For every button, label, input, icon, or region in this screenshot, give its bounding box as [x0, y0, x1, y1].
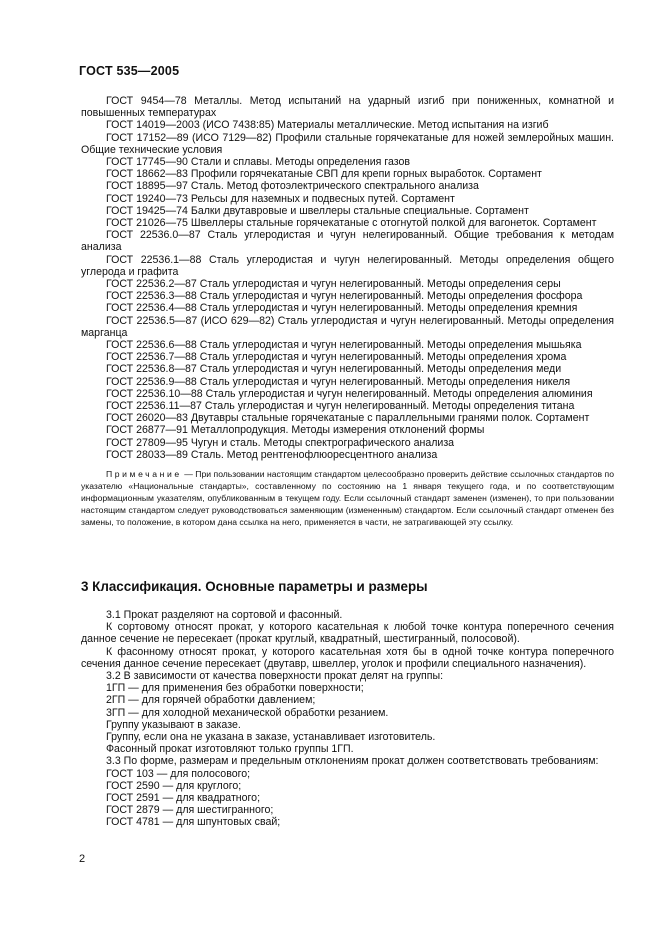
reference-item: ГОСТ 28033—89 Сталь. Метод рентгенофлюоресцентного анализа: [106, 448, 438, 461]
section-paragraph: ГОСТ 2591 — для квадратного;: [106, 792, 261, 805]
section-paragraph: 3.1 Прокат разделяют на сортовой и фасонный.: [106, 609, 343, 621]
reference-item: ГОСТ 19425—74 Балки двутавровые и швеллеры стальные специальные. Сортамент: [106, 204, 529, 217]
note-label: Примечание: [106, 469, 182, 479]
reference-item: ГОСТ 17745—90 Стали и сплавы. Методы определения газов: [106, 156, 410, 169]
normative-references-list: [81, 95, 614, 461]
note-block: [81, 468, 614, 528]
reference-item: ГОСТ 26020—83 Двутавры стальные горячекатаные с параллельными гранями полок. Сортамент: [106, 412, 590, 425]
reference-item: ГОСТ 22536.9—88 Сталь углеродистая и чугун нелегированный. Методы определения никеля: [106, 375, 571, 388]
section-paragraph: 3.3 По форме, размерам и предельным отклонениям прокат должен соответствовать требованиям:: [106, 755, 599, 768]
reference-item: ГОСТ 27809—95 Чугун и сталь. Методы спектрографического анализа: [106, 436, 455, 449]
reference-item: ГОСТ 22536.6—88 Сталь углеродистая и чугун нелегированный. Методы определения мышьяка: [106, 339, 582, 352]
section-paragraph: ГОСТ 4781 — для шпунтовых свай;: [106, 816, 281, 829]
section-paragraph: К фасонному относят прокат, у которого касательная хотя бы в одной точке контура поперечного сечения данное сечение пересекает (двутавр, швеллер, уголок и профили специального назначения).: [81, 645, 614, 670]
reference-item: ГОСТ 18662—83 Профили горячекатаные СВП для крепи горных выработок. Сортамент: [106, 168, 542, 181]
reference-item: ГОСТ 14019—2003 (ИСО 7438:85) Материалы металлические. Метод испытания на изгиб: [106, 119, 549, 132]
section-body: [81, 609, 614, 829]
reference-item: ГОСТ 22536.8—87 Сталь углеродистая и чугун нелегированный. Методы определения меди: [106, 363, 562, 376]
document-header: ГОСТ 535—2005: [79, 64, 180, 78]
section-paragraph: Группу, если она не указана в заказе, устанавливает изготовитель.: [106, 731, 436, 744]
note-text: — При пользовании настоящим стандартом целесообразно проверить действие ссылочных стандартов по указателю «Национальные стандарты», составленному по состоянию на 1 января текущего года, и по соответствующим информационным указателям, опубликованным в текущем году. Если ссылочный стандарт заменен (изменен), то при пользовании настоящим стандартом следует руководствоваться заменяющим (измененным) стандартом. Если ссылочный стандарт отменен без замены, то положение, в котором дана ссылка на него, применяется в части, не затрагивающей эту ссылку.: [81, 469, 614, 528]
reference-item: ГОСТ 22536.5—87 (ИСО 629—82) Сталь углеродистая и чугун нелегированный. Методы определения марганца: [81, 314, 614, 339]
reference-item: ГОСТ 9454—78 Металлы. Метод испытаний на ударный изгиб при пониженных, комнатной и повышенных температурах: [81, 95, 614, 120]
reference-item: ГОСТ 17152—89 (ИСО 7129—82) Профили стальные горячекатаные для ножей землеройных машин. Общие технические условия: [81, 131, 614, 156]
reference-item: ГОСТ 21026—75 Швеллеры стальные горячекатаные с отогнутой полкой для вагонеток. Сортамент: [106, 217, 597, 230]
section-paragraph: 1ГП — для применения без обработки поверхности;: [106, 682, 364, 695]
reference-item: ГОСТ 22536.4—88 Сталь углеродистая и чугун нелегированный. Методы определения кремния: [106, 302, 578, 315]
section-paragraph: 3ГП — для холодной механической обработки резанием.: [106, 706, 389, 719]
section-paragraph: Фасонный прокат изготовляют только группы 1ГП.: [106, 743, 354, 756]
section-paragraph: ГОСТ 2879 — для шестигранного;: [106, 804, 274, 817]
reference-item: ГОСТ 22536.2—87 Сталь углеродистая и чугун нелегированный. Методы определения серы: [106, 278, 561, 291]
reference-item: ГОСТ 22536.10—88 Сталь углеродистая и чугун нелегированный. Методы определения алюминия: [106, 387, 593, 400]
section-paragraph: 3.2 В зависимости от качества поверхности прокат делят на группы:: [106, 670, 444, 683]
reference-item: ГОСТ 18895—97 Сталь. Метод фотоэлектрического спектрального анализа: [106, 180, 479, 193]
section-paragraph: К сортовому относят прокат, у которого касательная к любой точке контура поперечного сечения данное сечение не пересекает (прокат круглый, квадратный, шестигранный, полосовой).: [81, 621, 614, 646]
section-paragraph: Группу указывают в заказе.: [106, 718, 241, 731]
reference-item: ГОСТ 22536.0—87 Сталь углеродистая и чугун нелегированный. Общие требования к методам анализа: [81, 229, 614, 254]
section-title: 3 Классификация. Основные параметры и размеры: [81, 579, 428, 594]
section-paragraph: ГОСТ 103 — для полосового;: [106, 767, 251, 780]
reference-item: ГОСТ 19240—73 Рельсы для наземных и подвесных путей. Сортамент: [106, 192, 455, 205]
section-paragraph: ГОСТ 2590 — для круглого;: [106, 779, 242, 792]
reference-item: ГОСТ 26877—91 Металлопродукция. Методы измерения отклонений формы: [106, 424, 485, 437]
reference-item: ГОСТ 22536.3—88 Сталь углеродистая и чугун нелегированный. Методы определения фосфора: [106, 290, 583, 303]
reference-item: ГОСТ 22536.11—87 Сталь углеродистая и чугун нелегированный. Методы определения титана: [106, 400, 575, 413]
reference-item: ГОСТ 22536.7—88 Сталь углеродистая и чугун нелегированный. Методы определения хрома: [106, 351, 567, 364]
reference-item: ГОСТ 22536.1—88 Сталь углеродистая и чугун нелегированный. Методы определения общего углерода и графита: [81, 253, 614, 278]
section-paragraph: 2ГП — для горячей обработки давлением;: [106, 694, 316, 707]
page-number: 2: [79, 853, 86, 865]
